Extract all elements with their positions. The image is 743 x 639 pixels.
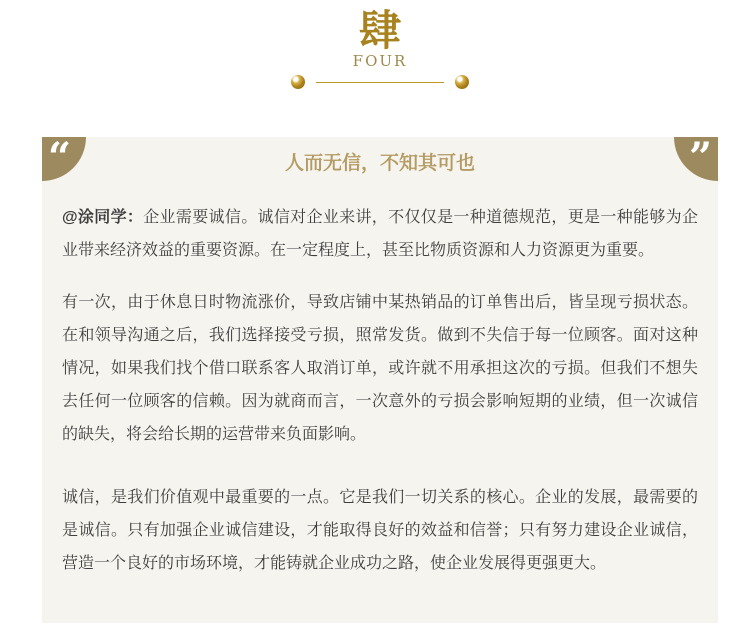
section-divider	[42, 75, 718, 89]
paragraph-story	[62, 286, 698, 451]
paragraph-intro-text: 企业需要诚信。诚信对企业来讲，不仅仅是一种道德规范，更是一种能够为企业带来经济效益的重要资源。在一定程度上，甚至比物质资源和人力资源更为重要。	[62, 209, 698, 259]
divider-bead-right-icon	[455, 75, 469, 89]
author-handle: @涂同学：	[62, 209, 144, 226]
paragraph-story-text: 有一次，由于休息日时物流涨价，导致店铺中某热销品的订单售出后，皆呈现亏损状态。在和领导沟通之后，我们选择接受亏损，照常发货。做到不失信于每一位顾客。面对这种情况，如果我们找个借口联系客人取消订单，或许就不用承担这次的亏损。但我们不想失去任何一位顾客的信赖。因为就商而言，一次意外的亏损会影响短期的业绩，但一次诚信的缺失，将会给长期的运营带来负面影响。	[62, 294, 698, 443]
content-column	[42, 0, 718, 623]
paragraph-conclusion	[62, 481, 698, 580]
divider-line	[316, 82, 444, 83]
close-quote-icon: ”	[688, 137, 712, 181]
quote-card	[42, 137, 718, 623]
paragraph-intro	[62, 201, 698, 267]
paragraph-conclusion-text: 诚信，是我们价值观中最重要的一点。它是我们一切关系的核心。企业的发展，最需要的是诚信。只有加强企业诚信建设，才能取得良好的效益和信誉；只有努力建设企业诚信，营造一个良好的市场环境，才能铸就企业成功之路，使企业发展得更强更大。	[62, 489, 698, 572]
divider-bead-left-icon	[291, 75, 305, 89]
open-quote-icon: “	[48, 137, 72, 181]
section-label: FOUR	[352, 52, 408, 70]
card-title: 人而无信，不知其可也	[284, 153, 475, 174]
section-number: 肆	[358, 6, 401, 55]
section-header	[42, 0, 718, 89]
